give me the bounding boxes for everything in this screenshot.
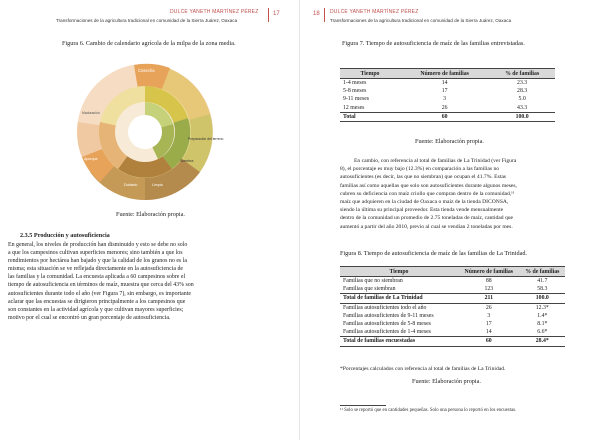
- cell-porcentaje: 23.3: [517, 80, 528, 87]
- running-head-author: DULCE YANETH MARTÍNEZ PÉREZ: [330, 9, 419, 15]
- column-header: Número de familias: [458, 267, 520, 277]
- cell-porcentaje: 28.3: [517, 88, 528, 95]
- table-row: [340, 79, 555, 88]
- running-head-title: Transformaciones de la agricultura tradicional en comunidad de la Sierra Juárez, Oaxaca: [56, 18, 238, 23]
- table-total-row: [340, 112, 555, 121]
- cell-familias: 3: [443, 96, 447, 103]
- cell-tiempo: Familias autosuficientes todo el año: [343, 304, 427, 311]
- table-header-row: [340, 267, 565, 277]
- page-number: 17: [273, 11, 280, 17]
- paragraph-line: a que los campesinos cultivan superficies menores; sino también a que los: [8, 250, 183, 257]
- cell-familias: 17: [441, 88, 448, 95]
- cell-porcentaje: 41.7: [537, 278, 548, 285]
- cell-familias: 3: [487, 312, 491, 319]
- column-header: Número de familias: [400, 69, 489, 79]
- cell-tiempo: Familias autosuficientes de 1-4 meses: [343, 329, 431, 336]
- figure-6-source: Fuente: Elaboración propia.: [116, 211, 185, 218]
- paragraph-line: autosuficientes (es decir, las que no siembran) que ocupan el 41.7%. Estas: [340, 174, 506, 181]
- cell-tiempo: 12 meses: [343, 104, 365, 111]
- wheel-label-left-b: Maduración: [82, 111, 100, 115]
- wheel-hub: [128, 115, 162, 149]
- figure-8-caption: Figura 8. Tiempo de autosuficiencia de maíz de las familias de La Trinidad.: [340, 250, 527, 257]
- cell-tiempo: 9-11 meses: [343, 96, 370, 103]
- cell-tiempo: 5-8 meses: [343, 88, 367, 95]
- page-number: 18: [313, 11, 320, 17]
- column-header: % de familias: [520, 267, 565, 277]
- cell-porcentaje: 28.4*: [520, 337, 565, 346]
- cell-familias: 60: [400, 112, 489, 121]
- cell-familias: 88: [485, 278, 492, 285]
- paragraph-line: rendimientos por hectárea han bajado y que la calidad de los granos no es la: [8, 258, 187, 265]
- cell-familias: 26: [485, 304, 492, 311]
- paragraph-line: dentro de la comunidad un promedio de 2.75 toneladas de maíz, cantidad que: [340, 215, 514, 222]
- paragraph-line: misma; esta situación se ve reflejada directamente en la autosuficiencia de: [8, 266, 184, 273]
- production-paragraph: [8, 241, 286, 322]
- cell-porcentaje: 6.6*: [537, 329, 548, 336]
- paragraph-line: aclarar que las encuestas se dirigieron principalmente a los campesinos que: [8, 298, 186, 305]
- wheel-label-right-a: Preparación del terreno: [188, 137, 224, 141]
- deficit-paragraph: [340, 157, 562, 231]
- table-total-row: [340, 337, 565, 346]
- cell-tiempo: Familias autosuficientes de 5-8 meses: [343, 321, 431, 328]
- figure-7-source: Fuente: Elaboración propia.: [415, 138, 484, 145]
- column-header: Tiempo: [340, 69, 400, 79]
- header-divider: [324, 8, 325, 22]
- table-header-row: [340, 69, 555, 79]
- paragraph-line: aumentó a partir del año 2010, previo al cual se vendían 2 toneladas por mes.: [340, 223, 513, 230]
- table-row: [340, 95, 555, 103]
- cell-porcentaje: 43.3: [517, 104, 528, 111]
- paragraph-line: siendo la última su principal proveedor. Esta tienda vende mensualmente: [340, 207, 504, 214]
- figure-8-source: Fuente: Elaboración propia.: [412, 378, 481, 385]
- table-row: [340, 320, 565, 328]
- cell-familias: 14: [441, 80, 448, 87]
- cell-tiempo: Familias que siembran: [343, 286, 396, 293]
- figure-8-table: [340, 266, 565, 347]
- paragraph-line: maíz que adquieren en la ciudad de Oaxaca o maíz de la tienda DICONSA,: [340, 199, 509, 206]
- table-row: [340, 104, 555, 113]
- cell-familias: 26: [441, 104, 448, 111]
- paragraph-line: familias así como aquellas que solo son autosuficientes durante algunos meses,: [340, 182, 517, 189]
- table-row: [340, 285, 565, 294]
- cell-familias: 17: [485, 321, 492, 328]
- cell-porcentaje: 58.3: [537, 286, 548, 293]
- paragraph-line: son constantes en la actividad agrícola y que cultivan mayores superficies;: [8, 306, 184, 313]
- cell-familias: 123: [484, 286, 494, 293]
- cell-porcentaje: 12.3*: [535, 304, 549, 311]
- wheel-label-bottom-a: Limpia: [152, 183, 163, 187]
- paragraph-line: 8), el porcentaje es muy bajo (12.3%) en comparación a las familias no: [340, 166, 500, 173]
- table-subtotal-row: [340, 294, 565, 303]
- paragraph-line: motivo por el cual se encontró un gran porcentaje de autosuficiencia.: [8, 314, 171, 321]
- cell-tiempo: Familias que no siembran: [343, 278, 403, 285]
- paragraph-line: cubren su deficiencia con maíz criollo que compran dentro de la comunidad,¹¹: [340, 190, 515, 197]
- wheel-label-right-b: Siembra: [180, 159, 194, 163]
- table-row: [340, 328, 565, 337]
- running-head-author: DULCE YANETH MARTÍNEZ PÉREZ: [170, 9, 259, 15]
- figure-6-caption: Figura 6. Cambio de calendario agrícola de la milpa de la zona media.: [62, 40, 236, 47]
- cell-familias: 211: [458, 294, 520, 303]
- column-header: Tiempo: [340, 267, 458, 277]
- paragraph-line: tiempo de autosuficiencia en términos de maíz, muestra que cerca del 43% son: [8, 282, 194, 289]
- cell-tiempo: Total de familias encuestadas: [340, 337, 458, 346]
- table-row: [340, 312, 565, 320]
- column-header: % de familias: [489, 69, 555, 79]
- cell-porcentaje: 1.4*: [537, 312, 548, 319]
- cell-tiempo: 1-4 meses: [343, 80, 367, 87]
- footnote-rule: [340, 405, 386, 406]
- wheel-label-bottom-b: Doblado: [124, 183, 138, 187]
- cell-tiempo: Familias autosuficientes de 9-11 meses: [343, 312, 434, 319]
- paragraph-line: autosuficientes durante todo el año (ver Figura 7), sin embargo, es importante: [8, 290, 191, 297]
- wheel-label-top: Cosecha: [138, 68, 155, 73]
- table-row: [340, 303, 565, 312]
- cell-familias: 14: [485, 329, 492, 336]
- cell-tiempo: Total de familias de La Trinidad: [340, 294, 458, 303]
- figure-7-caption: Figura 7. Tiempo de autosuficiencia de maíz de las familias entrevistadas.: [342, 40, 525, 47]
- agricultural-calendar-wheel: [60, 62, 230, 202]
- cell-porcentaje: 100.0: [520, 294, 565, 303]
- paragraph-line: En general, los niveles de producción han disminuido y esto se debe no solo: [8, 242, 188, 248]
- table-row: [340, 277, 565, 286]
- table-percentage-note: *Porcentajes calculados con referencia al total de familias de La Trinidad.: [340, 366, 506, 372]
- cell-porcentaje: 100.0: [489, 112, 555, 121]
- paragraph-line: las familias y la comunidad. La encuesta aplicada a 60 campesinos sobre el: [8, 274, 186, 281]
- figure-7-table: [340, 68, 555, 122]
- paragraph-line: En cambio, con referencia al total de familias de La Trinidad (ver Figura: [354, 158, 517, 164]
- header-divider: [268, 8, 269, 22]
- table-row: [340, 87, 555, 95]
- wheel-label-left-a: Aporque: [84, 157, 98, 161]
- cell-porcentaje: 8.1*: [537, 321, 548, 328]
- running-head-title: Transformaciones de la agricultura tradicional en comunidad de la Sierra Juárez, Oaxaca: [330, 18, 512, 23]
- section-heading: 2.3.5 Producción y autosuficiencia: [20, 232, 110, 239]
- cell-tiempo: Total: [340, 112, 400, 121]
- cell-porcentaje: 5.0: [518, 96, 526, 103]
- cell-familias: 60: [458, 337, 520, 346]
- footnote: ¹¹ Solo se reportó que en cantidades pequeñas. Solo una persona lo reportó en los encuestas.: [340, 408, 517, 413]
